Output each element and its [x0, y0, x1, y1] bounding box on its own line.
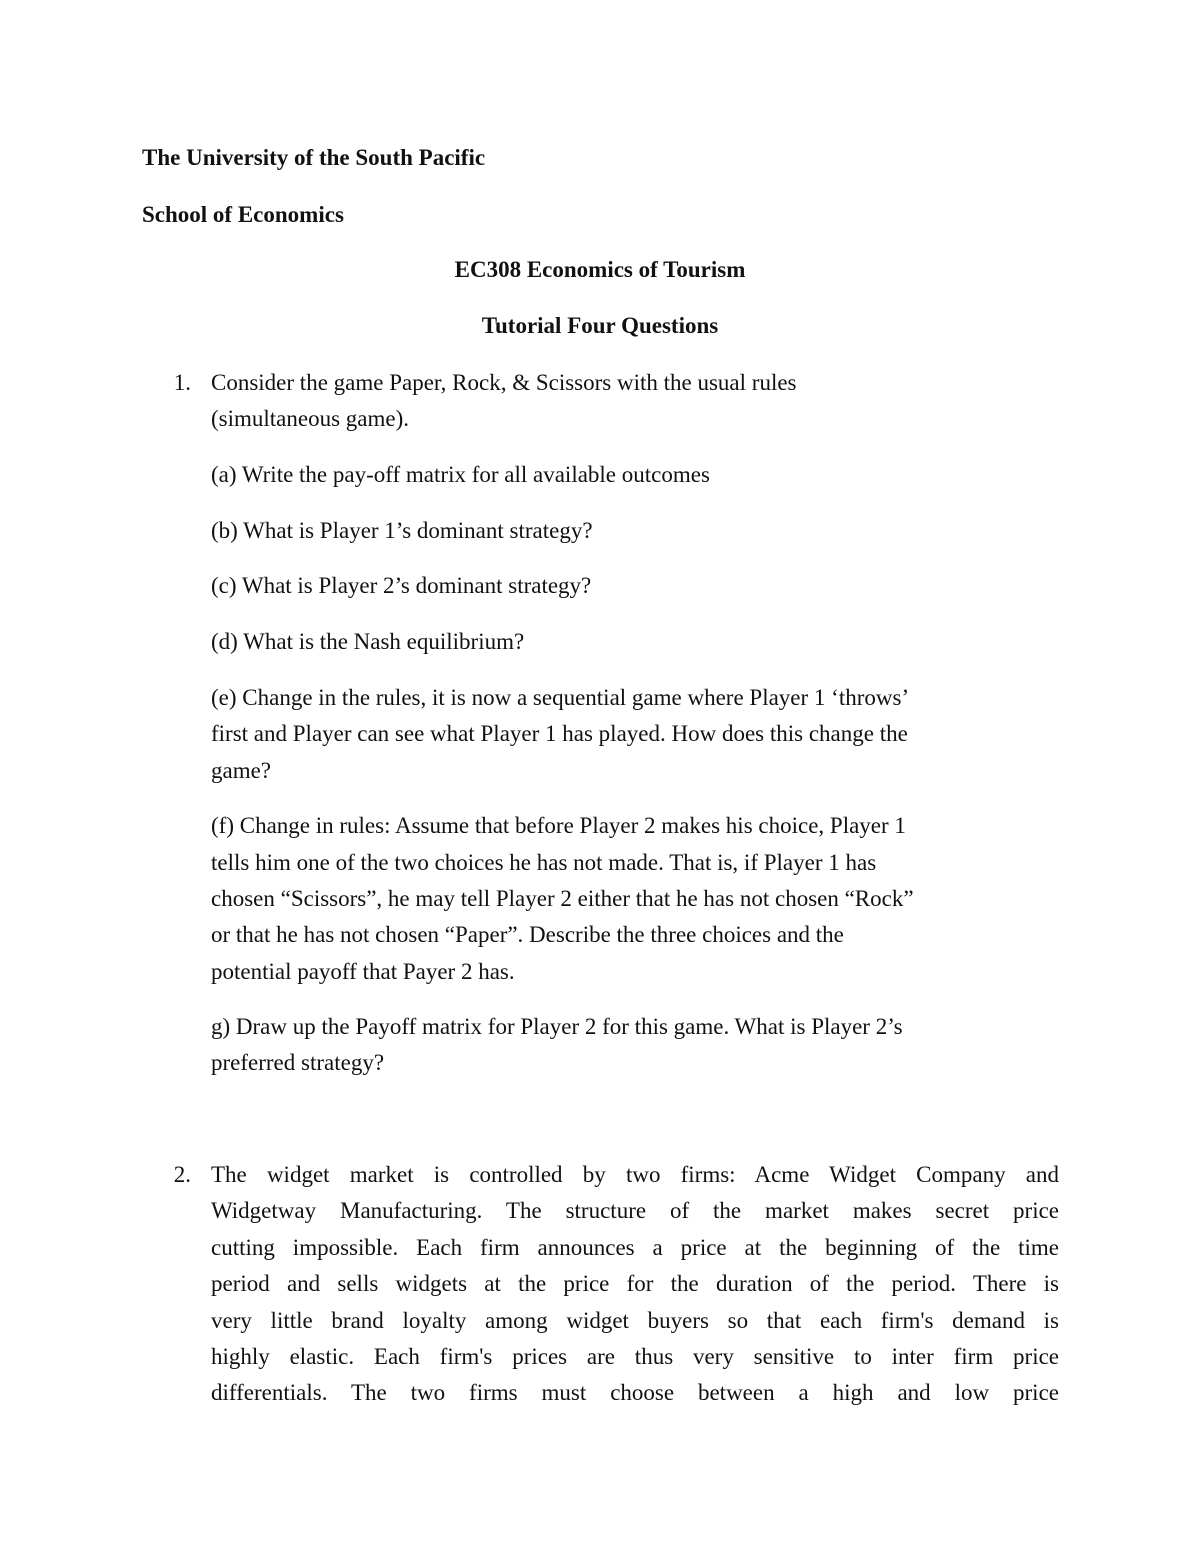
- question-1-intro-line-2: (simultaneous game).: [211, 406, 410, 431]
- course-title: EC308 Economics of Tourism: [454, 257, 746, 282]
- question-2-line-3: cutting impossible. Each firm announces a price at the beginning of the time: [211, 1234, 1059, 1260]
- question-1c: (c) What is Player 2’s dominant strategy?: [211, 573, 592, 598]
- question-1e-line-3: game?: [211, 758, 272, 783]
- question-2-line-2: Widgetway Manufacturing. The structure of the market makes secret price: [211, 1198, 1059, 1224]
- question-1-number: 1.: [173, 370, 191, 395]
- university-name: The University of the South Pacific: [142, 145, 486, 170]
- question-1e-line-2: first and Player can see what Player 1 has played. How does this change the: [211, 721, 908, 746]
- question-1g-line-1: g) Draw up the Payoff matrix for Player 2 for this game. What is Player 2’s: [211, 1014, 903, 1039]
- question-1-intro-line-1: Consider the game Paper, Rock, & Scissors with the usual rules: [211, 370, 797, 395]
- question-2-line-5: very little brand loyalty among widget buyers so that each firm's demand is: [211, 1307, 1059, 1333]
- question-1f-line-2: tells him one of the two choices he has not made. That is, if Player 1 has: [211, 850, 877, 875]
- question-1g-line-2: preferred strategy?: [211, 1050, 385, 1075]
- question-1e-line-1: (e) Change in the rules, it is now a sequential game where Player 1 ‘throws’: [211, 685, 910, 710]
- school-name: School of Economics: [142, 202, 344, 227]
- question-1f-line-3: chosen “Scissors”, he may tell Player 2 either that he has not chosen “Rock”: [211, 886, 914, 911]
- question-2-line-1: The widget market is controlled by two firms: Acme Widget Company and: [211, 1162, 1059, 1187]
- question-1a: (a) Write the pay-off matrix for all available outcomes: [211, 462, 710, 487]
- question-2-line-7: differentials. The two firms must choose between a high and low price: [211, 1380, 1059, 1406]
- question-1b: (b) What is Player 1’s dominant strategy?: [211, 518, 593, 543]
- question-1f-line-5: potential payoff that Payer 2 has.: [211, 959, 515, 984]
- tutorial-title: Tutorial Four Questions: [481, 313, 719, 338]
- question-2-number: 2.: [173, 1162, 191, 1187]
- question-2-line-6: highly elastic. Each firm's prices are thus very sensitive to inter firm price: [211, 1344, 1059, 1370]
- question-1d: (d) What is the Nash equilibrium?: [211, 629, 525, 654]
- question-2-body: [211, 1157, 1059, 1412]
- question-1f-line-1: (f) Change in rules: Assume that before Player 2 makes his choice, Player 1: [211, 813, 906, 838]
- question-1f-line-4: or that he has not chosen “Paper”. Describe the three choices and the: [211, 922, 844, 947]
- question-2-line-4: period and sells widgets at the price for the duration of the period. There is: [211, 1271, 1059, 1297]
